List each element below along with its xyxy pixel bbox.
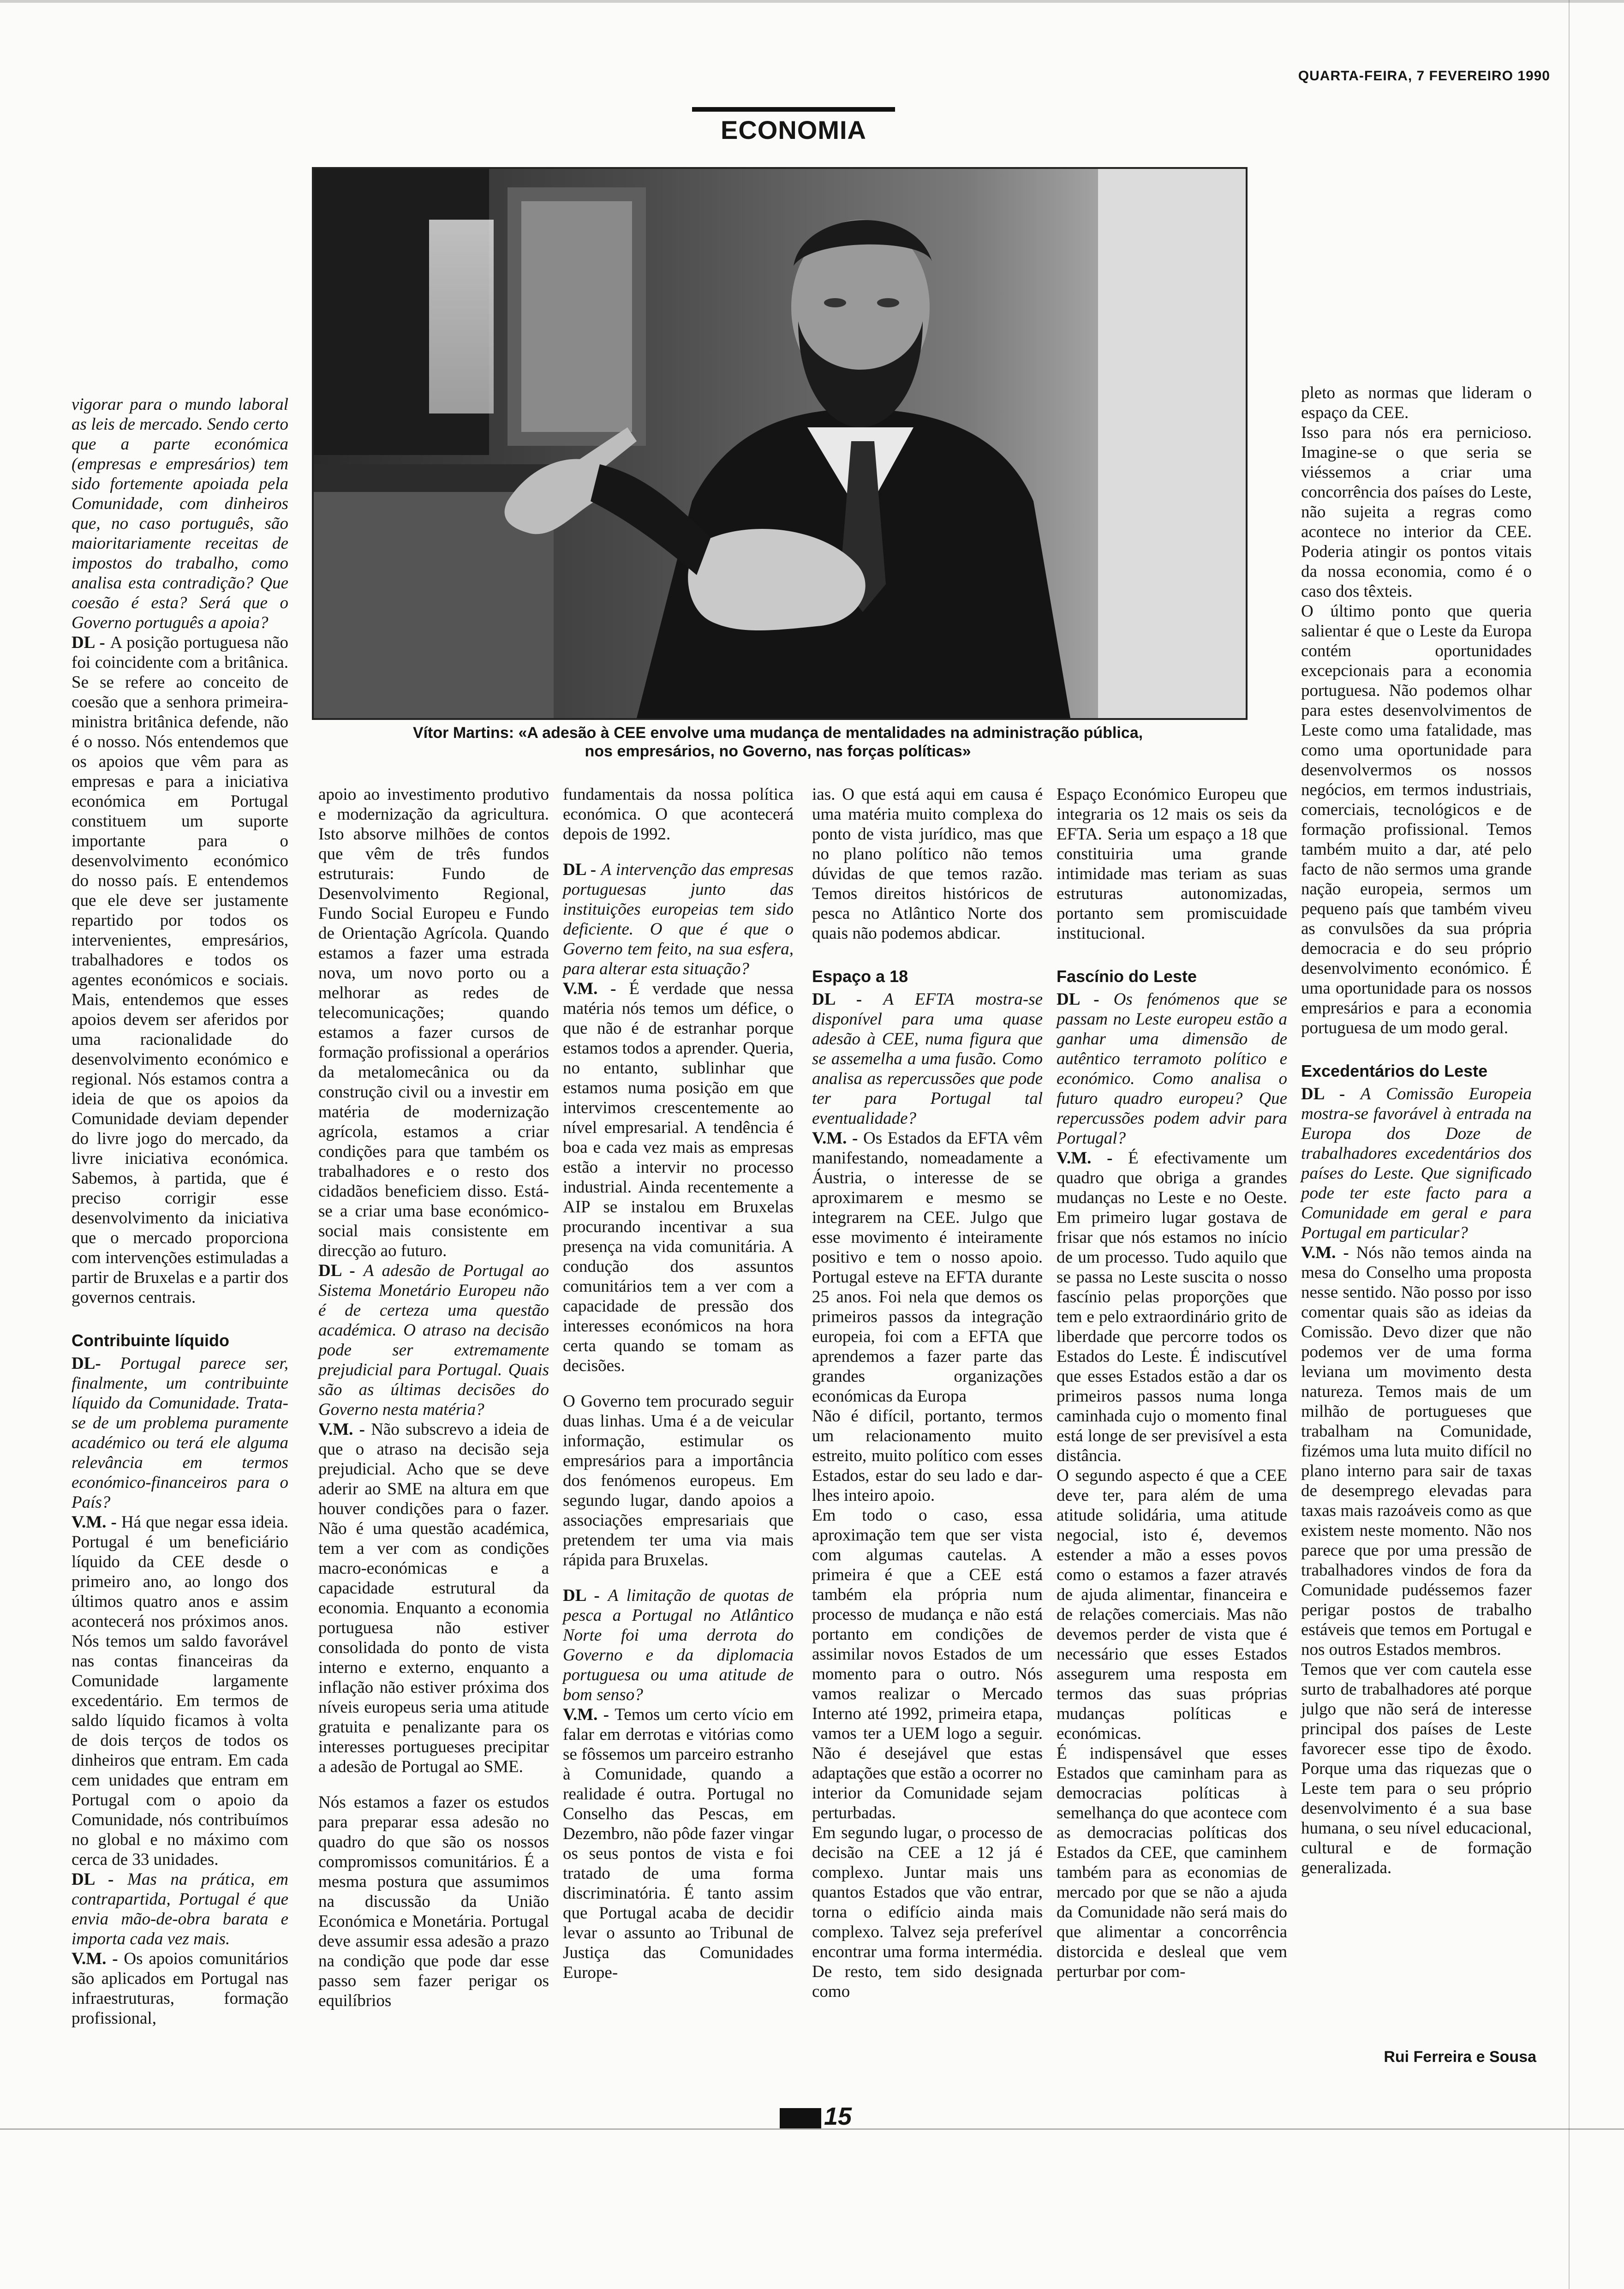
subheading: Excedentários do Leste [1301,1061,1488,1080]
paragraph: O Governo tem procurado seguir duas linhas. Uma é a de veicular informação, estimular os empresários para a importância dos fenómenos europeus. Em segundo lugar, dando apoios a associações empresariais que pretendem ter uma via mais rápida para Bruxelas. [563,1392,794,1570]
newspaper-logo-icon [780,2108,821,2128]
paragraph-text: A posição portuguesa não foi coincidente com a britânica. Se se refere ao conceito de coesão que a senhora primeira-ministra britânica defende, não é o nosso. Nós entendemos que os apoios que vêm para as empresas e para a iniciativa económica em Portugal constituem um suporte importante para o desenvolvimento económico do nosso país. E entendemos que ele deve ser justamente repartido por todos os intervenientes, empresários, trabalhadores e todos os agentes económicos e sociais. Mais, entendemos que esses apoios devem ser aferidos por uma racionalidade do desenvolvimento económico e regional. Nós estamos contra a ideia de que os apoios da Comunidade deviam depender do livre jogo do mercado, da livre iniciativa económica. Sabemos, à partida, que é preciso corrigir esse desenvolvimento da iniciativa que o mercado proporciona com intervenções estimuladas a partir de Bruxelas e a partir dos governos centrais. [72,633,288,1307]
paragraph: Não é difícil, portanto, termos um relacionamento muito estreito, muito político com esses Estados, estar do seu lado e dar-lhes inteiro apoio. [812,1407,1043,1505]
paragraph-text: Nós não temos ainda na mesa do Conselho uma proposta nesse sentido. Não posso por isso comentar quais são as ideias da Comissão. Devo dizer que não podemos ver de uma forma leviana um movimento desta natureza. Temos mais de um milhão de portugueses que trabalham na Comunidade, fizémos uma luta muito difícil no plano interno para sair de taxas de desemprego elevadas para taxas mais razoáveis como as que existem neste momento. Não nos parece que por uma pressão de trabalhadores vindos de fora da Comunidade pudéssemos fazer perigar postos de trabalho estáveis que temos em Portugal e nos outros Estados membros. [1301,1243,1532,1659]
paragraph [1057,989,1287,1148]
subheading: Fascínio do Leste [1057,967,1197,986]
caption-line-2: nos empresários, no Governo, nas forças políticas» [585,743,971,760]
paragraph-text: Os apoios comunitários são aplicados em Portugal nas infraestruturas, formação profissional, [72,1949,288,2028]
speaker-label: DL - [812,990,884,1009]
paragraph-text: A Comissão Europeia mostra-se favorável à entrada na Europa dos Doze de trabalhadores excedentários dos países do Leste. Que significado pode ter este facto para a Comunidade em geral e para Portugal em particular? [1301,1085,1532,1242]
paragraph: Espaço Económico Europeu que integraria os 12 mais os seis da EFTA. Seria um espaço a 18 que constituiria uma grande intimidade mas teriam as suas estruturas autonomizadas, portanto sem promiscuidade institucional. [1057,785,1287,943]
subheading: Espaço a 18 [812,967,908,986]
paragraph [72,1949,288,2028]
scan-divider [0,2128,1624,2130]
speaker-label: DL - [563,860,601,879]
section-title: ECONOMIA [692,107,895,156]
paragraph-text: Não subscrevo a ideia de que o atraso na decisão seja prejudicial. Acho que se deve aderir ao SME na altura em que houver condições para o fazer. Não é uma questão académica, tem a ver com as condições macro-económicas e a capacidade estrutural da economia. Enquanto a economia portuguesa não estiver consolidada do ponto de vista interno e externo, enquanto a inflação não estiver próxima dos níveis europeus seria uma atitude gratuita e penalizante para os interesses portugueses precipitar a adesão de Portugal ao SME. [318,1420,549,1776]
speaker-label: DL- [72,1354,120,1373]
page-number: 15 [824,2103,852,2130]
paragraph-text: Há que negar essa ideia. Portugal é um beneficiário líquido da CEE desde o primeiro ano, ao longo dos últimos quatro anos e assim acontecerá nos próximos anos. Nós temos um saldo favorável nas contas financeiras da Comunidade largamente excedentário. Em termos de saldo líquido ficamos à volta de dois terços de todos os dinheiros que entram. Em cada cem unidades que entram em Portugal com o apoio da Comunidade, nós contribuímos no global e no máximo com cerca de 33 unidades. [72,1513,288,1869]
article-column-1 [72,395,288,2028]
speaker-label: DL - [1301,1085,1361,1103]
speaker-label: V.M. - [318,1420,371,1439]
paragraph [563,860,794,979]
paragraph [72,1512,288,1870]
article-column-5 [1057,785,1287,1982]
paragraph [563,1586,794,1705]
paragraph: O segundo aspecto é que a CEE deve ter, para além de uma atitude solidária, uma atitude negocial, isto é, devemos estender a mão a esses povos como o estamos a fazer através de ajuda alimentar, financeira e de relações comerciais. Mas não devemos perder de vista que é necessário que esses Estados assegurem uma resposta em termos das suas próprias mudanças políticas e económicas. [1057,1466,1287,1743]
scan-edge-top [0,0,1624,3]
caption-line-1: Vítor Martins: «A adesão à CEE envolve uma mudança de mentalidades na administração pública, [412,724,1143,742]
paragraph-text: A intervenção das empresas portuguesas junto das instituições europeias tem sido deficiente. O que é que o Governo tem feito, na sua esfera, para alterar esta situação? [563,860,794,978]
paragraph-text: A EFTA mostra-se disponível para uma quase adesão à CEE, numa figura que se assemelha a uma fusão. Como analisa as repercussões que pode ter para Portugal tal eventualidade? [812,990,1043,1128]
paragraph [1301,1243,1532,1660]
paragraph: ias. O que está aqui em causa é uma matéria muito complexa do ponto de vista jurídico, mas que no plano político não temos dúvidas de que temos razão. Temos direitos históricos de pesca no Atlântico Norte dos quais não podemos abdicar. [812,785,1043,943]
photo-caption [312,724,1244,761]
speaker-label: V.M. - [1057,1149,1128,1168]
speaker-label: V.M. - [1301,1243,1356,1262]
paragraph [72,1870,288,1949]
speaker-label: V.M. - [563,979,629,998]
speaker-label: DL - [72,633,110,652]
photo-illustration [314,169,1246,718]
paragraph [318,1261,549,1420]
paragraph [1301,1084,1532,1243]
paragraph [318,1420,549,1777]
speaker-label: DL - [318,1261,364,1280]
scan-edge [1569,0,1570,2289]
paragraph-text: É verdade que nessa matéria nós temos um défice, o que não é de estranhar porque estamos todos a aprender. Queria, no entanto, sublinhar que estamos numa posição em que intervimos crescentemente ao nível empresarial. A tendência é boa e cada vez mais as empresas estão a intervir no processo industrial. Ainda recentemente a AIP se instalou em Bruxelas procurando incentivar a sua presença na vida comunitária. A condução dos assuntos comunitários tem a ver com a capacidade de pressão dos interesses económicos na hora certa quando se tomam as decisões. [563,979,794,1375]
paragraph-text: Os Estados da EFTA vêm manifestando, nomeadamente a Áustria, o interesse de se aproximarem e mesmo se integrarem na CEE. Julgo que esse movimento é inteiramente positivo e tem o nosso apoio. Portugal esteve na EFTA durante 25 anos. Foi nela que demos os primeiros passos da integração europeia, foi com a EFTA que aprendemos a fazer parte das grandes organizações económicas da Europa [812,1129,1043,1406]
speaker-label: DL - [1057,990,1114,1009]
paragraph [1057,1148,1287,1466]
speaker-label: V.M. - [812,1129,864,1148]
article-column-2 [318,785,549,2011]
paragraph-text: A limitação de quotas de pesca a Portugal no Atlântico Norte foi uma derrota do Governo e da diplomacia portuguesa ou uma atitude de bom senso? [563,1586,794,1704]
speaker-label: DL - [563,1586,608,1605]
interview-photo [312,167,1248,720]
speaker-label: V.M. - [563,1705,615,1724]
paragraph: Nós estamos a fazer os estudos para preparar essa adesão no quadro do que são os nossos compromissos comunitários. É a mesma postura que assumimos na discussão da União Económica e Monetária. Portugal deve assumir essa adesão a prazo na condição que pode dar esse passo sem fazer perigar os equilíbrios [318,1793,549,2010]
paragraph-text: Portugal parece ser, finalmente, um contribuinte líquido da Comunidade. Trata-se de um problema puramente académico ou terá ele alguma relevância em termos económico-financeiros para o País? [72,1354,288,1512]
author-byline: Rui Ferreira e Sousa [1384,2048,1536,2066]
article-column-6 [1301,383,1532,1878]
paragraph-text: Mas na prática, em contrapartida, Portugal é que envia mão-de-obra barata e importa cada vez mais. [72,1870,288,1948]
paragraph: Isso para nós era pernicioso. Imagine-se o que seria se viéssemos a criar uma concorrência dos países do Leste, não sujeita a regras como acontece no interior da CEE. Poderia atingir os pontos vitais da nossa economia, como é o caso dos têxteis. [1301,423,1532,601]
speaker-label: V.M. - [72,1513,121,1532]
page-footer [780,2103,881,2130]
paragraph: vigorar para o mundo laboral as leis de mercado. Sendo certo que a parte económica (empresas e empresários) tem sido fortemente apoiada pela Comunidade, com dinheiros que, no caso português, são maioritariamente receitas de impostos do trabalho, como analisa esta contradição? Que coesão é esta? Será que o Governo português a apoia? [72,395,288,632]
paragraph [563,979,794,1376]
paragraph: fundamentais da nossa política económica. O que acontecerá depois de 1992. [563,785,794,844]
speaker-label: V.M. - [72,1949,124,1968]
speaker-label: DL - [72,1870,128,1889]
paragraph [812,1128,1043,1406]
paragraph-text: Temos um certo vício em falar em derrotas e vitórias como se fôssemos um parceiro estranho à Comunidade, quando a realidade é outra. Portugal no Conselho das Pescas, em Dezembro, não pôde fazer vingar os seus pontos de vista e foi tratado de uma forma discriminatória. É tanto assim que Portugal acaba de decidir levar o assunto ao Tribunal de Justiça das Comunidades Europe- [563,1705,794,1982]
paragraph-text: É efectivamente um quadro que obriga a grandes mudanças no Leste e no Oeste. Em primeiro lugar gostava de frisar que nós estamos no início de um processo. Tudo aquilo que se passa no Leste suscita o nosso fascínio pelas proporções que tem e pelo extraordinário grito de liberdade que percorre todos os Estados do Leste. É indiscutível que esses Estados estão a dar os primeiros passos numa longa caminhada cujo o momento final está longe de ser previsível a esta distância. [1057,1149,1287,1465]
paragraph-text: Os fenómenos que se passam no Leste europeu estão a ganhar uma dimensão de autêntico terramoto político e económico. Como analisa o futuro quadro europeu? Que repercussões podem advir para Portugal? [1057,990,1287,1148]
paragraph: É indispensável que esses Estados que caminham para as democracias políticas à semelhança do que acontece com as democracias políticas dos Estados da CEE, que caminhem também para as economias de mercado por que se não a ajuda da Comunidade não será mais do que alimentar a concorrência distorcida e desleal que vem perturbar por com- [1057,1744,1287,1981]
paragraph: Em segundo lugar, o processo de decisão na CEE a 12 já é complexo. Juntar mais uns quantos Estados que vão entrar, torna o edifício ainda mais complexo. Talvez seja preferível encontrar uma forma intermédia. De resto, tem sido designada como [812,1823,1043,2001]
subheading: Contribuinte líquido [72,1331,229,1350]
issue-date: QUARTA-FEIRA, 7 FEVEREIRO 1990 [1298,68,1550,84]
article-column-3 [563,785,794,1983]
paragraph: O último ponto que queria salientar é que o Leste da Europa contém oportunidades excepcionais para a economia portuguesa. Não podemos olhar para estes desenvolvimentos de Leste como uma fatalidade, mas como uma oportunidade para desenvolvermos os nossos negócios, em termos industriais, comerciais, tecnológicos e de formação profissional. Temos também muito a dar, até pelo facto de não sermos uma grande nação europeia, sermos um pequeno país que também viveu as convulsões da sua própria democracia e do seu próprio desenvolvimento económico. É uma oportunidade para os nossos empresários e para a economia portuguesa de um modo geral. [1301,602,1532,1037]
paragraph: Temos que ver com cautela esse surto de trabalhadores até porque julgo que não será de interesse principal dos países de Leste favorecer esse tipo de êxodo. Porque uma das riquezas que o Leste tem para o seu próprio desenvolvimento é a sua base humana, o seu nível educacional, cultural e de formação generalizada. [1301,1660,1532,1877]
paragraph [563,1705,794,1983]
paragraph [72,1354,288,1512]
paragraph: pleto as normas que lideram o espaço da CEE. [1301,383,1532,422]
paragraph [812,989,1043,1128]
paragraph-text: A adesão de Portugal ao Sistema Monetário Europeu não é de certeza uma questão académica. O atraso na decisão pode ser extremamente prejudicial para Portugal. Quais são as últimas decisões do Governo nesta matéria? [318,1261,549,1419]
paragraph: Em todo o caso, essa aproximação tem que ser vista com algumas cautelas. A primeira é que a CEE está também ela própria num processo de mudança e não está portanto em condições de assimilar novos Estados de um momento para o outro. Nós vamos realizar o Mercado Interno até 1992, primeira etapa, vamos ter a UEM logo a seguir. Não é desejável que estas adaptações que estão a ocorrer no interior da Comunidade sejam perturbadas. [812,1506,1043,1822]
paragraph [72,633,288,1307]
paragraph: apoio ao investimento produtivo e modernização da agricultura. Isto absorve milhões de contos que vêm de três fundos estruturais: Fundo de Desenvolvimento Regional, Fundo Social Europeu e Fundo de Orientação Agrícola. Quando estamos a fazer uma estrada nova, um novo porto ou a melhorar as redes de telecomunicações; quando estamos a fazer cursos de formação profissional a operários da metalomecânica ou da construção civil ou a investir em matéria de modernização agrícola, estamos a criar condições para que também os trabalhadores e o resto dos cidadãos beneficiem disso. Está-se a criar uma base económico-social mais consistente em direcção ao futuro. [318,785,549,1260]
article-column-4 [812,785,1043,2001]
